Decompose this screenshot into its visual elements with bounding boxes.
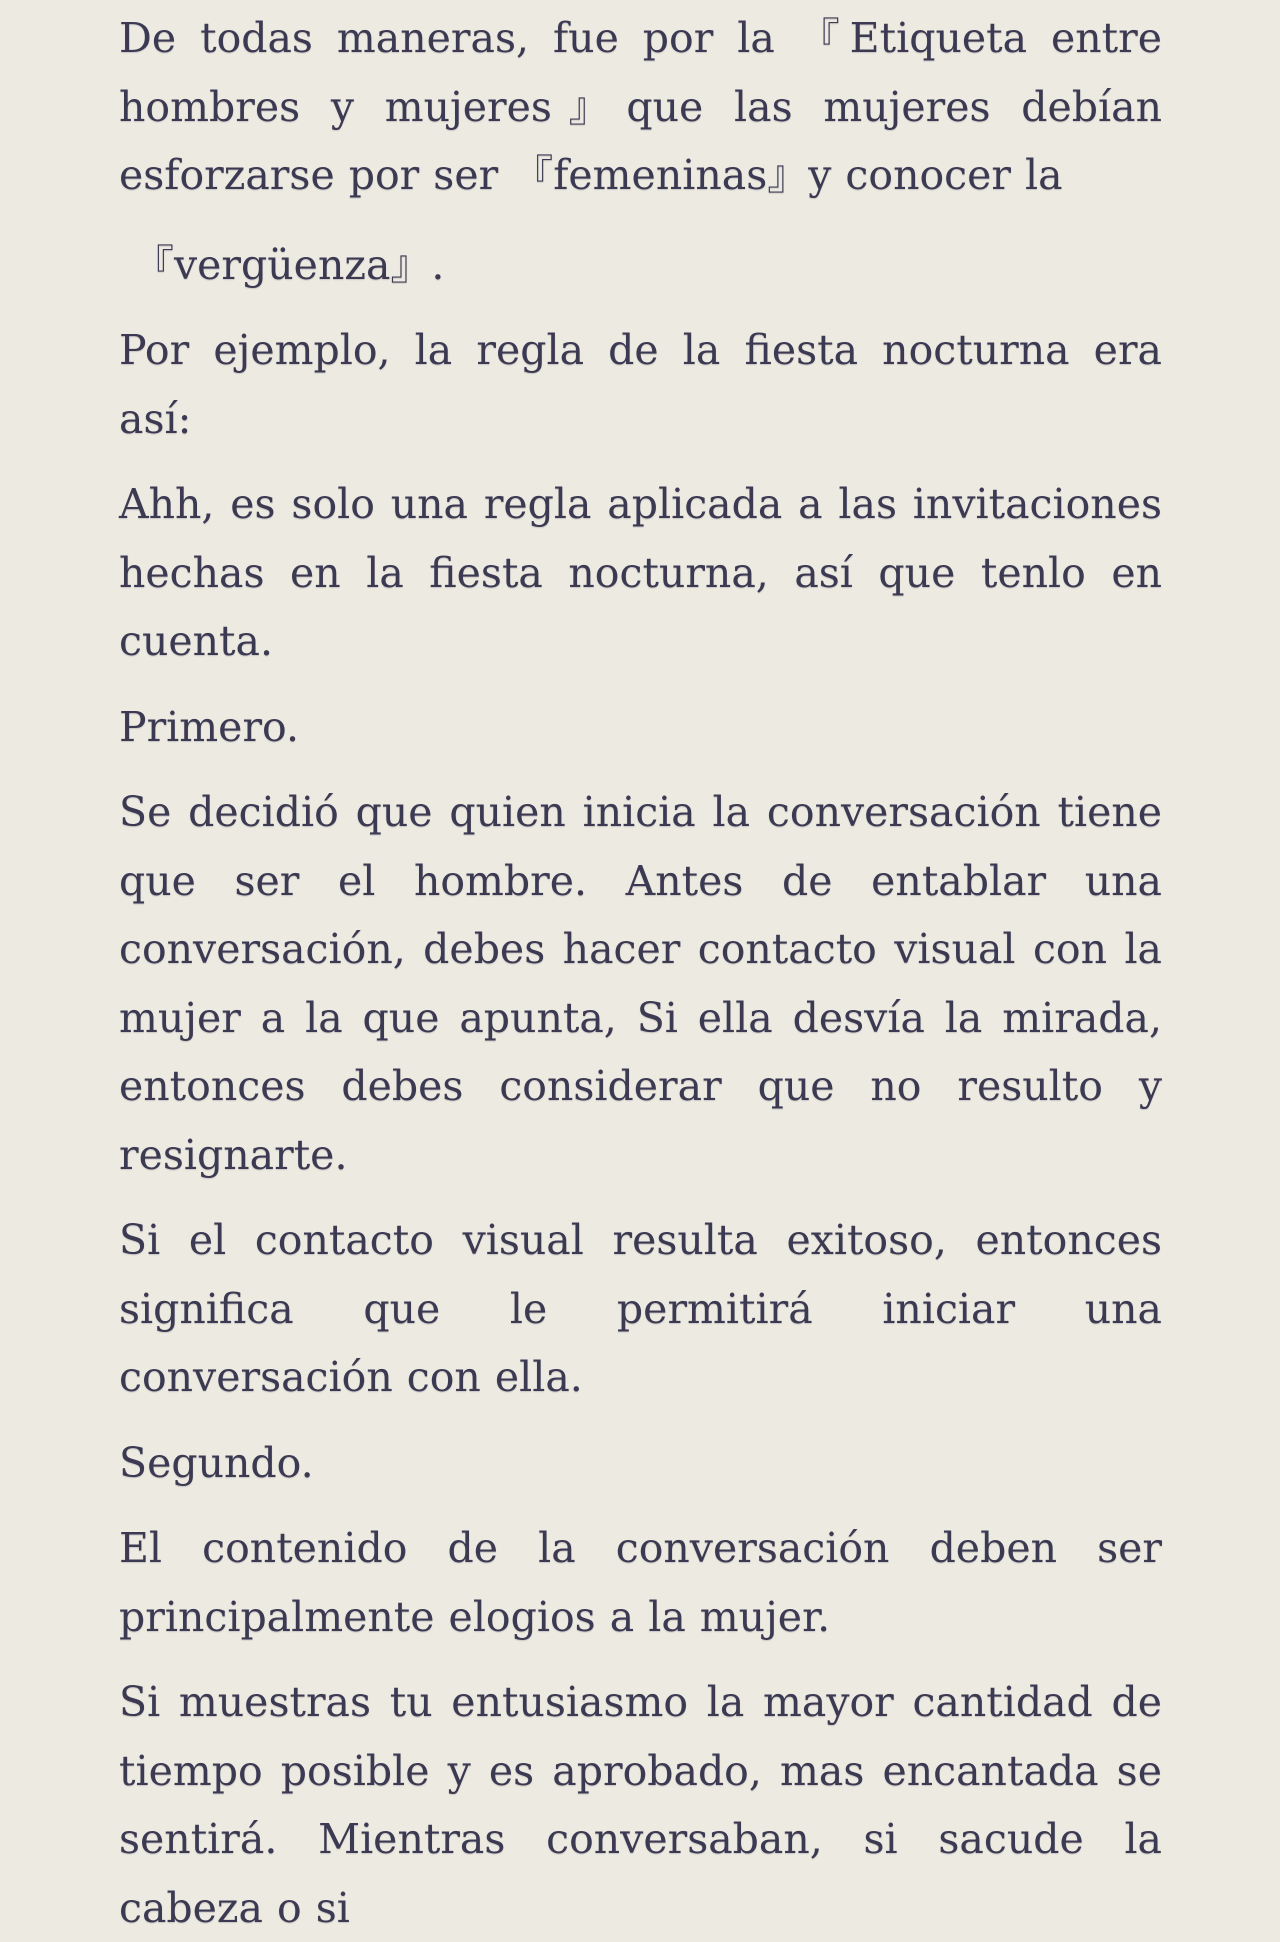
- paragraph-etiqueta: De todas maneras, fue por la 『Etiqueta entre hombres y mujeres』que las mujeres debían esforzarse por ser 『femeninas』y conocer la: [119, 14, 1162, 199]
- paragraph-primero: Primero.: [119, 702, 300, 751]
- paragraph-contacto-exitoso: Si el contacto visual resulta exitoso, entonces significa que le permitirá iniciar una conversación con ella.: [119, 1216, 1162, 1401]
- paragraph-elogios: El contenido de la conversación deben ser principalmente elogios a la mujer.: [119, 1524, 1162, 1641]
- paragraph-segundo: Segundo.: [119, 1438, 314, 1487]
- paragraph-por-ejemplo: Por ejemplo, la regla de la fiesta nocturna era así:: [119, 326, 1162, 443]
- paragraph-contacto-visual: Se decidió que quien inicia la conversación tiene que ser el hombre. Antes de entablar una conversación, debes hacer contacto visual con la mujer a la que apunta, Si ella desvía la mirada, entonces debes considerar que no resulto y resignarte.: [119, 788, 1162, 1179]
- paragraph-verguenza: 『vergüenza』.: [133, 240, 445, 289]
- paragraph-regla-fiesta: Ahh, es solo una regla aplicada a las invitaciones hechas en la fiesta nocturna, así que tenlo en cuenta.: [119, 480, 1162, 665]
- paragraph-entusiasmo: Si muestras tu entusiasmo la mayor cantidad de tiempo posible y es aprobado, mas encantada se sentirá. Mientras conversaban, si sacude la cabeza o si: [119, 1678, 1162, 1932]
